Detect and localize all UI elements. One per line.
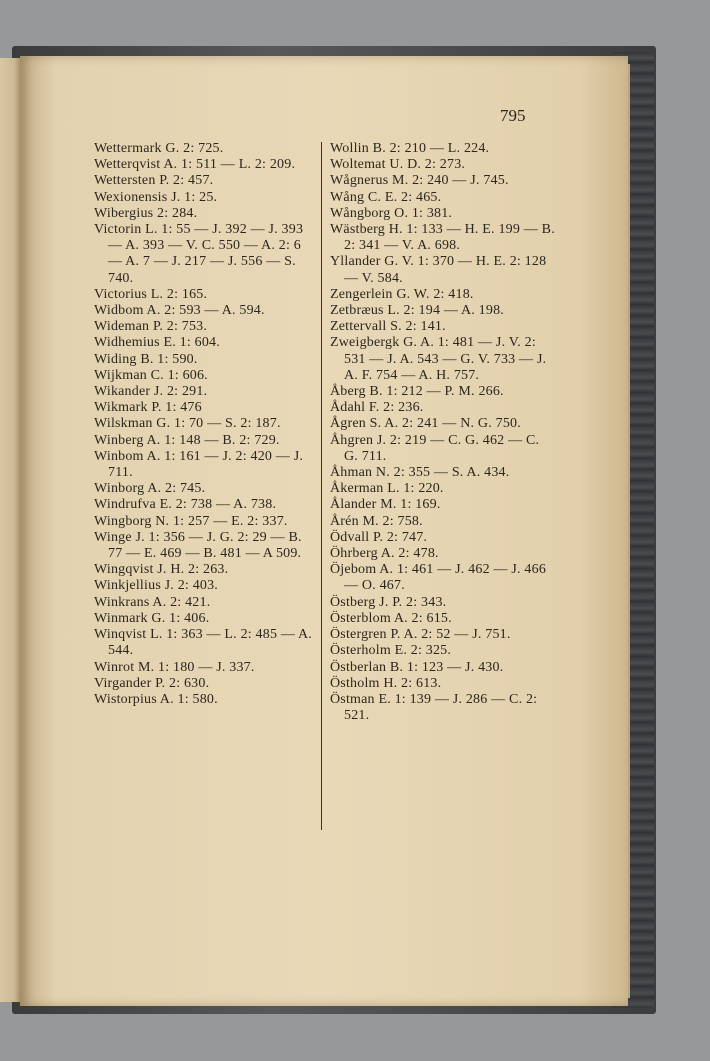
- index-entry: Zweigbergk G. A. 1: 481 — J. V. 2: 531 — J. A. 543 — G. V. 733 — J. A. F. 754 — A. H. 757.: [330, 335, 547, 383]
- index-entry: Åkerman L. 1: 220.: [330, 481, 444, 497]
- index-entry: Ödvall P. 2: 747.: [330, 529, 428, 545]
- index-entry: Wångborg O. 1: 381.: [330, 205, 453, 221]
- index-entry: Wollin B. 2: 210 — L. 224.: [330, 141, 490, 156]
- index-entry: Östman E. 1: 139 — J. 286 — C. 2: 521.: [330, 691, 538, 724]
- facing-page-edge: [0, 58, 20, 1002]
- index-entry: Wingqvist J. H. 2: 263.: [94, 562, 229, 578]
- index-entry: Zettervall S. 2: 141.: [330, 319, 446, 335]
- index-entry: Victorius L. 2: 165.: [94, 286, 208, 302]
- index-entry: Winrot M. 1: 180 — J. 337.: [94, 659, 255, 675]
- index-entry: Wettersten P. 2: 457.: [94, 173, 214, 189]
- index-entry: Wingborg N. 1: 257 — E. 2: 337.: [94, 513, 288, 529]
- index-entry: Winqvist L. 1: 363 — L. 2: 485 — A. 544.: [94, 627, 312, 659]
- column-divider: [321, 142, 322, 830]
- index-entry: Östergren P. A. 2: 52 — J. 751.: [330, 627, 511, 643]
- index-entry: Widbom A. 2: 593 — A. 594.: [94, 303, 265, 319]
- index-entry: Virgander P. 2: 630.: [94, 675, 210, 691]
- index-entry: Wideman P. 2: 753.: [94, 319, 208, 335]
- index-entry: Wilskman G. 1: 70 — S. 2: 187.: [94, 416, 281, 432]
- index-entry: Ådahl F. 2: 236.: [330, 400, 424, 416]
- index-entry: Wikmark P. 1: 476: [94, 400, 202, 416]
- index-entry: Zengerlein G. W. 2: 418.: [330, 286, 474, 302]
- index-entry: Öhrberg A. 2: 478.: [330, 546, 439, 562]
- index-entry: Wijkman C. 1: 606.: [94, 367, 208, 383]
- index-entry: Widhemius E. 1: 604.: [94, 335, 220, 351]
- index-entry: Wexionensis J. 1: 25.: [94, 189, 218, 205]
- index-entry: Östholm H. 2: 613.: [330, 675, 442, 691]
- index-entry: Zetbræus L. 2: 194 — A. 198.: [330, 303, 504, 319]
- index-entry: Österblom A. 2: 615.: [330, 610, 452, 626]
- index-entry: Åhgren J. 2: 219 — C. G. 462 — C. G. 711.: [330, 432, 540, 464]
- index-entry: Wästberg H. 1: 133 — H. E. 199 — B. 2: 341 — V. A. 698.: [330, 222, 555, 254]
- index-entry: Winborg A. 2: 745.: [94, 481, 206, 497]
- index-entry: Winbom A. 1: 161 — J. 2: 420 — J. 711.: [94, 448, 304, 481]
- index-entry: Wistorpius A. 1: 580.: [94, 691, 218, 707]
- index-entry: Winkjellius J. 2: 403.: [94, 578, 219, 594]
- index-entry: Östberg J. P. 2: 343.: [330, 594, 447, 610]
- index-entry: Östberlan B. 1: 123 — J. 430.: [330, 659, 504, 675]
- index-entry: Winberg A. 1: 148 — B. 2: 729.: [94, 432, 280, 448]
- index-column-left: [94, 141, 318, 708]
- index-entry: Winge J. 1: 356 — J. G. 2: 29 — B. 77 — E. 469 — B. 481 — A 509.: [94, 529, 302, 562]
- index-entry: Woltemat U. D. 2: 273.: [330, 157, 466, 173]
- index-column-right: [330, 141, 556, 724]
- index-entry: Yllander G. V. 1: 370 — H. E. 2: 128 — V. 584.: [330, 254, 547, 286]
- index-entry: Wågnerus M. 2: 240 — J. 745.: [330, 173, 509, 189]
- index-entry: Ågren S. A. 2: 241 — N. G. 750.: [330, 416, 521, 432]
- index-entry: Österholm E. 2: 325.: [330, 643, 452, 659]
- index-entry: Winkrans A. 2: 421.: [94, 594, 211, 610]
- index-entry: Winmark G. 1: 406.: [94, 610, 210, 626]
- index-entry: Wång C. E. 2: 465.: [330, 189, 442, 205]
- page-number: 795: [500, 106, 526, 125]
- index-entry: Wibergius 2: 284.: [94, 205, 198, 221]
- index-entry: Windrufva E. 2: 738 — A. 738.: [94, 497, 277, 513]
- index-entry: Wetterqvist A. 1: 511 — L. 2: 209.: [94, 157, 296, 173]
- index-entry: Öjebom A. 1: 461 — J. 462 — J. 466 — O. 467.: [330, 562, 547, 594]
- index-entry: Årén M. 2: 758.: [330, 513, 423, 529]
- index-entry: Åhman N. 2: 355 — S. A. 434.: [330, 465, 510, 481]
- index-entry: Ålander M. 1: 169.: [330, 497, 441, 513]
- index-entry: Victorin L. 1: 55 — J. 392 — J. 393 — A. 393 — V. C. 550 — A. 2: 6 — A. 7 — J. 217 — J. 556 — S. 740.: [94, 222, 304, 286]
- index-entry: Åberg B. 1: 212 — P. M. 266.: [330, 384, 504, 400]
- index-entry: Wikander J. 2: 291.: [94, 384, 208, 400]
- index-entry: Wettermark G. 2: 725.: [94, 141, 224, 156]
- index-entry: Widing B. 1: 590.: [94, 351, 198, 367]
